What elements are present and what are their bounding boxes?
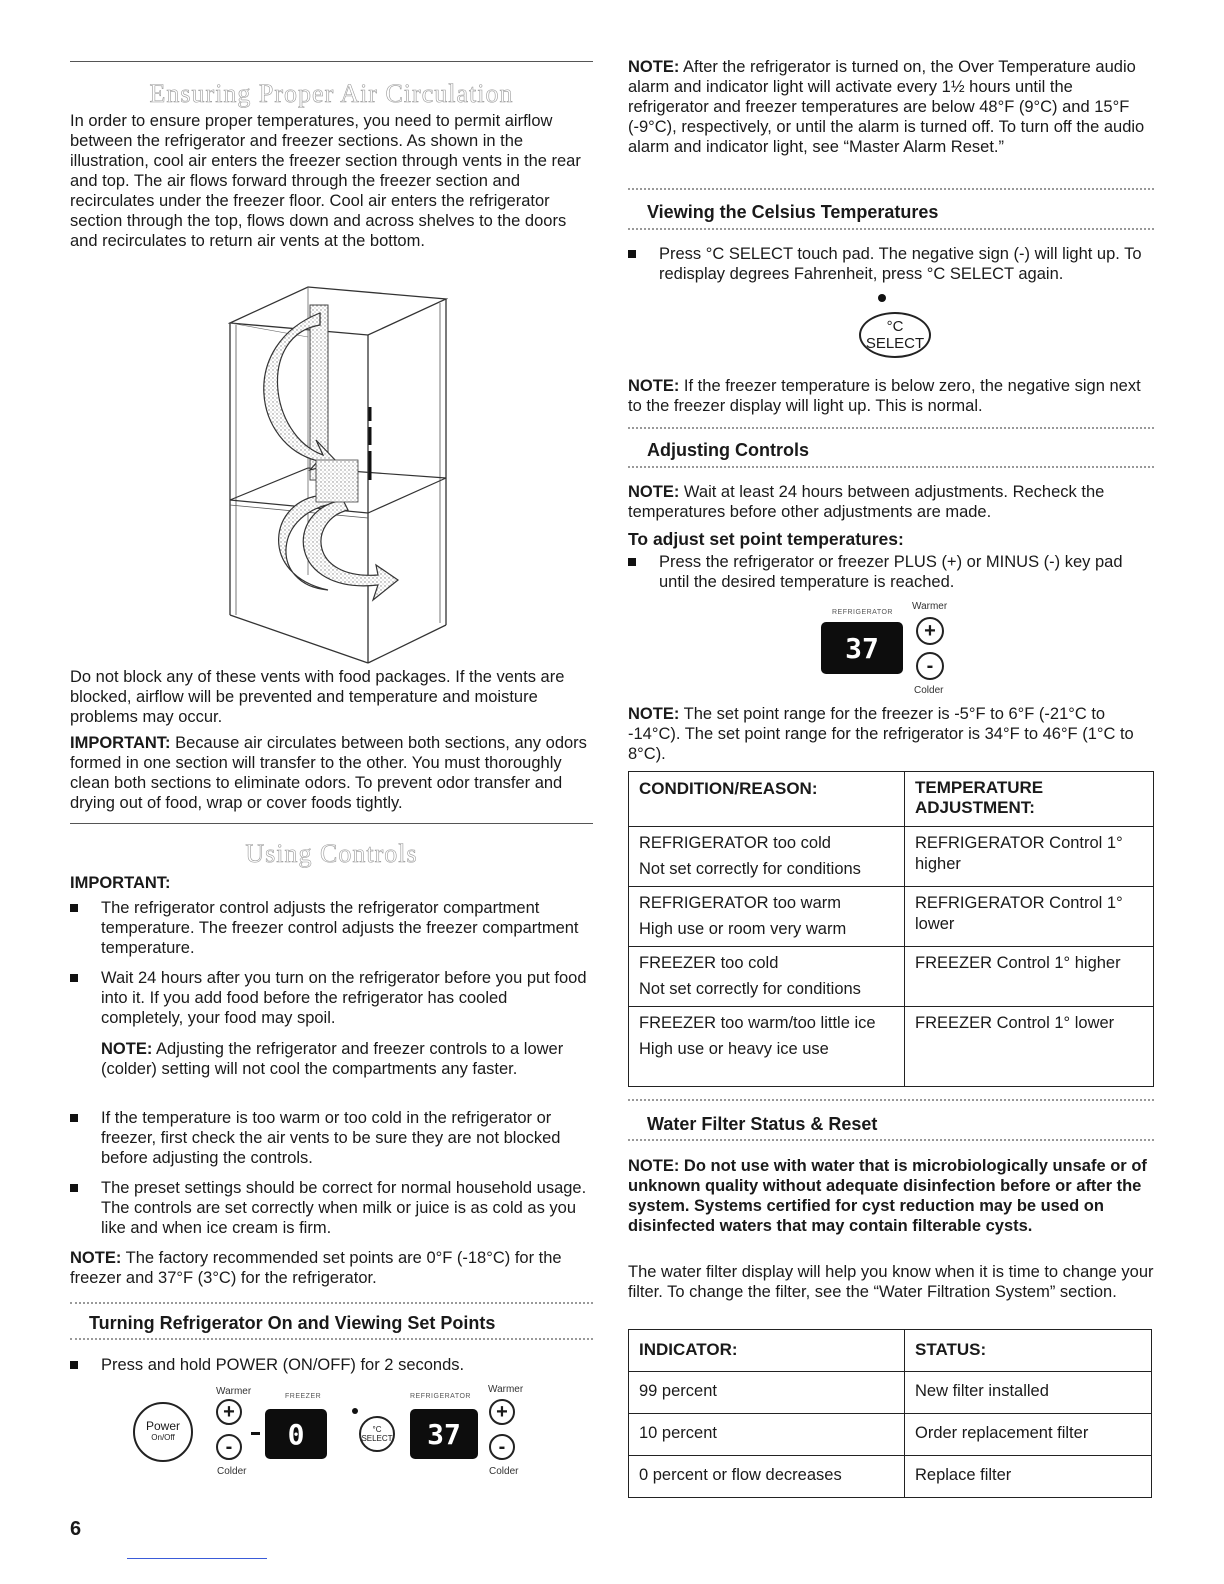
power-label: Power	[145, 1419, 180, 1433]
header-line: TEMPERATURE	[915, 778, 1044, 797]
table-header: INDICATOR:	[629, 1330, 905, 1372]
section-heading-using-controls: Using Controls	[245, 839, 418, 868]
cell-line: REFRIGERATOR too warm	[639, 894, 842, 912]
table-cell: FREEZER Control 1° higher	[905, 947, 1154, 1007]
table-cell	[629, 827, 905, 887]
table-cell: 0 percent or flow decreases	[629, 1456, 905, 1498]
water-filter-paragraph: The water filter display will help you know when it is time to change your filter. To change the filter, see the “Water Filtration System” section.	[628, 1263, 1154, 1301]
cell-line: High use or room very warm	[639, 920, 847, 938]
list-item: Press °C SELECT touch pad. The negative sign (-) will light up. To redisplay degrees Fahrenheit, press °C SELECT again.	[628, 244, 1154, 284]
water-safety-note: NOTE: Do not use with water that is microbiologically unsafe or of unknown quality without adequate disinfection before or after the system. Systems certified for cyst reduction may be used on disinfected waters that may contain filterable cysts.	[628, 1157, 1147, 1235]
note-text: Wait at least 24 hours between adjustments. Recheck the temperatures before other adjustments are made.	[628, 483, 1105, 521]
subheading-adjusting: Adjusting Controls	[647, 440, 809, 460]
celsius-bullet	[628, 244, 1154, 294]
power-button[interactable]	[133, 1402, 193, 1462]
factory-note	[70, 1248, 592, 1288]
subheading-celsius: Viewing the Celsius Temperatures	[647, 202, 939, 222]
cell-line: Not set correctly for conditions	[639, 860, 861, 878]
cell-line: FREEZER too cold	[639, 954, 779, 972]
fridge-colder-label: Colder	[489, 1466, 519, 1477]
table-cell: REFRIGERATOR Control 1° lower	[905, 887, 1154, 947]
note-text: Adjusting the refrigerator and freezer controls to a lower (colder) setting will not cool the compartments any faster.	[101, 1040, 564, 1078]
dotted-rule	[628, 188, 1154, 192]
table-cell: 10 percent	[629, 1414, 905, 1456]
important-odor-paragraph	[70, 733, 592, 813]
table-cell: Order replacement filter	[905, 1414, 1152, 1456]
dotted-rule	[628, 228, 1154, 232]
list-item: Press and hold POWER (ON/OFF) for 2 seconds.	[70, 1355, 590, 1375]
table-cell	[629, 947, 905, 1007]
adjust-bullet	[628, 552, 1154, 602]
list-item: Press the refrigerator or freezer PLUS (+) or MINUS (-) key pad until the desired temperature is reached.	[628, 552, 1154, 592]
note-text: After the refrigerator is turned on, the Over Temperature audio alarm and indicator light will activate every 1½ hours until the refrigerator and freezer temperatures are below 48°F (9°C) and 15°F (-9°C), respectively, or until the alarm is turned off. To turn off the audio alarm and indicator light, see “Master Alarm Reset.”	[628, 58, 1145, 156]
note-label: NOTE:	[628, 377, 680, 395]
deg-label: °C	[372, 1425, 382, 1434]
list-item: The refrigerator control adjusts the refrigerator compartment temperature. The freezer control adjusts the freezer compartment temperature.	[70, 898, 590, 958]
over-temp-note	[628, 57, 1154, 157]
cell-line: REFRIGERATOR too cold	[639, 834, 831, 852]
note-label: NOTE:	[628, 58, 680, 76]
freezer-display: 0	[265, 1409, 327, 1459]
list-item: Wait 24 hours after you turn on the refrigerator before you put food into it. If you add food before the refrigerator has cooled completely, your food may spoil.	[70, 968, 590, 1028]
cell-line: FREEZER too warm/too little ice	[639, 1014, 876, 1032]
freezer-warmer-label: Warmer	[216, 1386, 252, 1397]
table-cell: Replace filter	[905, 1456, 1152, 1498]
celsius-select-button[interactable]	[859, 312, 931, 358]
subheading-set-point: To adjust set point temperatures:	[628, 529, 904, 549]
note-text: The set point range for the freezer is -5°F to 6°F (-21°C to -14°C). The set point range for the refrigerator is 34°F to 46°F (1°C to 8°C).	[628, 705, 1134, 763]
warmer-label: Warmer	[912, 601, 948, 612]
important-heading: IMPORTANT:	[70, 874, 171, 892]
negative-sign-indicator	[251, 1432, 260, 1435]
deg-label: °C	[886, 318, 904, 335]
table-cell	[629, 1007, 905, 1087]
table-row	[629, 827, 1154, 887]
freezer-label: FREEZER	[285, 1393, 322, 1400]
power-bullet	[70, 1355, 590, 1385]
indicator-dot	[352, 1408, 358, 1414]
table-row	[629, 1007, 1154, 1087]
table-row	[629, 947, 1154, 1007]
table-cell: 99 percent	[629, 1372, 905, 1414]
filter-status-table	[628, 1329, 1152, 1498]
table-row	[629, 1372, 1152, 1414]
dotted-rule	[70, 1302, 593, 1306]
list-item: The preset settings should be correct for normal household usage. The controls are set correctly when milk or juice is as cold as you like and when ice cream is firm.	[70, 1178, 590, 1238]
fridge-plus-button[interactable]: +	[489, 1399, 515, 1425]
minus-button[interactable]: -	[916, 652, 944, 680]
dotted-rule	[628, 427, 1154, 431]
air-circulation-illustration	[228, 285, 448, 665]
indicator-dot	[878, 294, 886, 302]
note-label: NOTE:	[628, 483, 680, 501]
fridge-warmer-label: Warmer	[488, 1384, 524, 1395]
freezer-plus-button[interactable]: +	[216, 1399, 242, 1425]
important-text: Because air circulates between both sections, any odors formed in one section will transfer to the other. You must thoroughly clean both sections to eliminate odors. To prevent odor transfer and drying out of food, wrap or cover foods tightly.	[70, 734, 587, 812]
freezer-minus-button[interactable]: -	[216, 1434, 242, 1460]
adjustment-table	[628, 771, 1154, 1087]
section-rule	[70, 61, 593, 62]
onoff-label: On/Off	[151, 1433, 175, 1442]
table-row	[629, 1414, 1152, 1456]
dotted-rule	[628, 1139, 1154, 1143]
cell-line: Not set correctly for conditions	[639, 980, 861, 998]
table-cell	[629, 887, 905, 947]
footer-link-line	[127, 1558, 267, 1559]
subheading-water-filter: Water Filter Status & Reset	[647, 1114, 878, 1134]
plus-button[interactable]: +	[916, 617, 944, 645]
list-item: If the temperature is too warm or too cold in the refrigerator or freezer, first check the air vents to be sure they are not blocked before adjusting the controls.	[70, 1108, 590, 1168]
controls-note	[101, 1039, 571, 1079]
refrigerator-label: REFRIGERATOR	[832, 609, 893, 616]
note-label: NOTE:	[70, 1249, 122, 1267]
refrigerator-label: REFRIGERATOR	[410, 1393, 471, 1400]
table-row	[629, 1456, 1152, 1498]
celsius-note	[628, 376, 1154, 416]
set-point-range-note	[628, 704, 1154, 764]
page-number: 6	[70, 1518, 82, 1540]
refrigerator-display: 37	[410, 1409, 478, 1459]
section-heading-air-circulation: Ensuring Proper Air Circulation	[149, 79, 514, 108]
important-label: IMPORTANT:	[70, 734, 171, 752]
select-label: SELECT	[361, 1434, 393, 1443]
fridge-minus-button[interactable]: -	[489, 1434, 515, 1460]
select-label: SELECT	[865, 335, 925, 352]
controls-bullet-list-2	[70, 1108, 590, 1248]
air-paragraph: In order to ensure proper temperatures, you need to permit airflow between the refrigerator and freezer sections. As shown in the illustration, cool air enters the freezer section through vents in the rear and top. The air flows forward through the freezer section and recirculates under the freezer floor. Cool air enters the refrigerator section through the top, flows down and across shelves to the doors and recirculates to return air vents at the bottom.	[70, 112, 581, 250]
adjust-note	[628, 482, 1154, 522]
table-header: CONDITION/REASON:	[629, 772, 905, 827]
dotted-rule	[628, 1099, 1154, 1103]
note-label: NOTE:	[101, 1040, 153, 1058]
table-row	[629, 887, 1154, 947]
note-label: NOTE:	[628, 705, 680, 723]
controls-bullet-list	[70, 898, 590, 1038]
table-cell: FREEZER Control 1° lower	[905, 1007, 1154, 1087]
section-rule	[70, 823, 593, 824]
cell-line: High use or heavy ice use	[639, 1040, 829, 1058]
note-text: The factory recommended set points are 0°F (-18°C) for the freezer and 37°F (3°C) for the refrigerator.	[70, 1249, 562, 1287]
dotted-rule	[628, 466, 1154, 470]
dotted-rule	[70, 1338, 593, 1342]
header-line: ADJUSTMENT:	[915, 798, 1035, 817]
subheading-turning-on: Turning Refrigerator On and Viewing Set Points	[89, 1313, 496, 1333]
freezer-colder-label: Colder	[217, 1466, 247, 1477]
refrigerator-display: 37	[821, 622, 903, 674]
table-cell: REFRIGERATOR Control 1° higher	[905, 827, 1154, 887]
celsius-select-button[interactable]	[359, 1416, 395, 1452]
note-text: If the freezer temperature is below zero, the negative sign next to the freezer display will light up. This is normal.	[628, 377, 1141, 415]
colder-label: Colder	[914, 685, 944, 696]
vents-paragraph: Do not block any of these vents with food packages. If the vents are blocked, airflow will be prevented and temperature and moisture problems may occur.	[70, 668, 565, 726]
table-header	[905, 772, 1154, 827]
table-header: STATUS:	[905, 1330, 1152, 1372]
table-cell: New filter installed	[905, 1372, 1152, 1414]
